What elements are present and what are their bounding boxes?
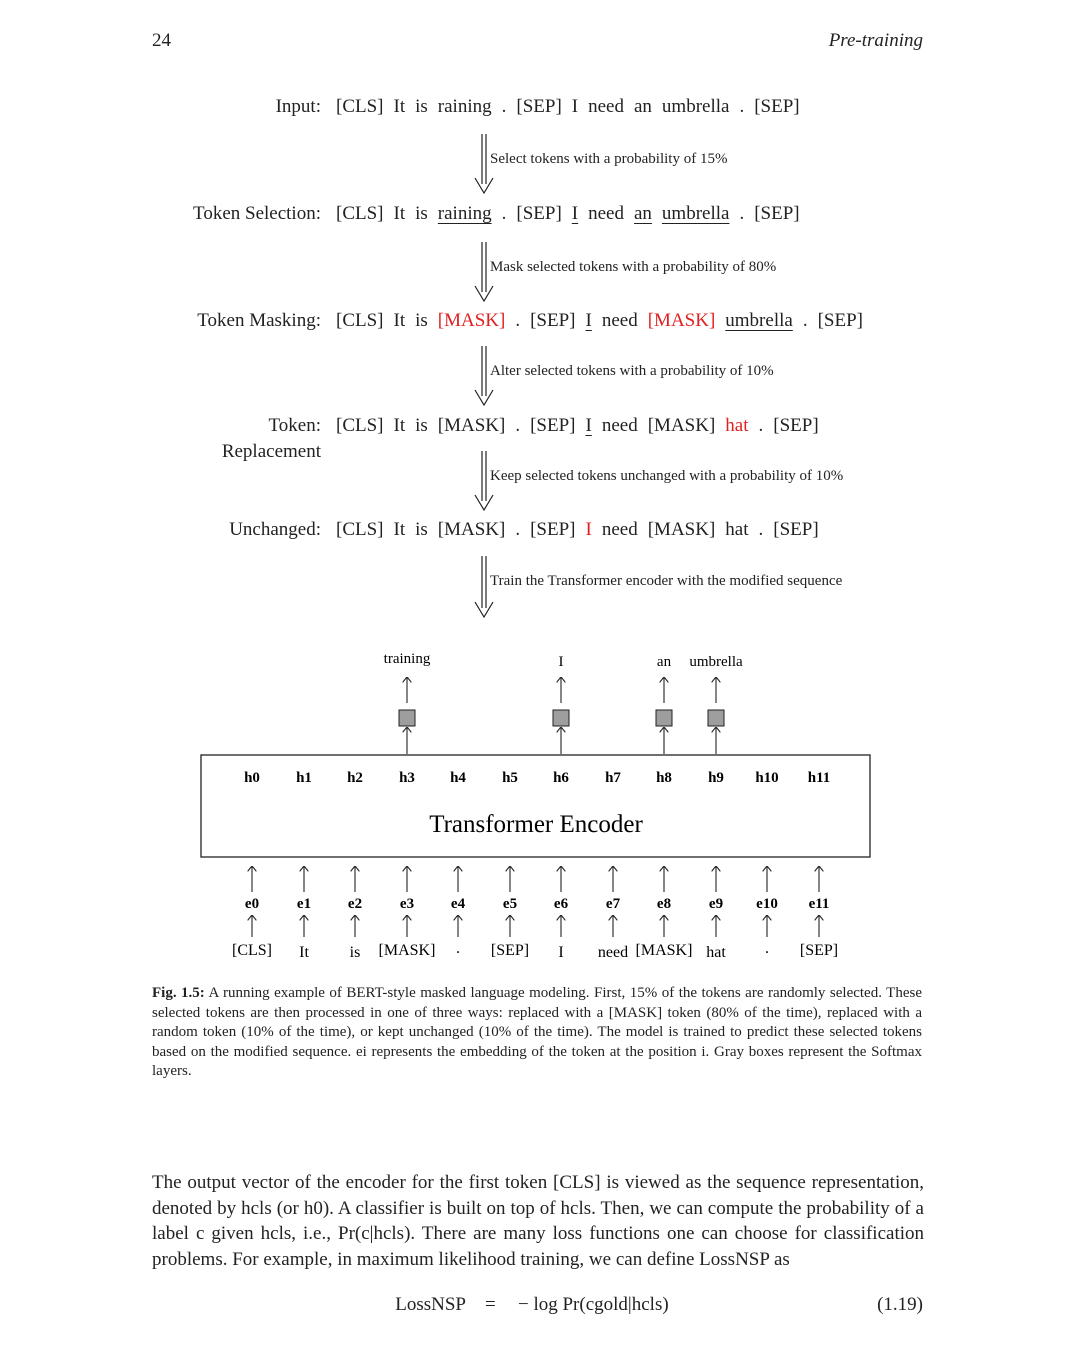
hidden-state: h1 (296, 770, 312, 786)
embedding: e4 (450, 896, 466, 912)
embedding: e7 (605, 896, 621, 912)
replaced-token: hat (725, 415, 749, 436)
row-label: Token: (268, 415, 321, 436)
embedding: e2 (347, 896, 363, 912)
selected-token: umbrella (725, 310, 793, 331)
equation-rhs: − log Pr(cgold|hcls) (518, 1294, 669, 1315)
token-sequence (336, 519, 829, 541)
token: [CLS] (336, 310, 384, 331)
token: umbrella (661, 96, 730, 117)
token: need (601, 310, 638, 331)
hidden-state: h2 (347, 770, 363, 786)
token: It (393, 415, 406, 436)
step-label: Train the Transformer encoder with the modified sequence (490, 573, 843, 589)
token: . (802, 310, 808, 331)
hidden-state: h0 (244, 770, 260, 786)
input-token: [CLS] (232, 942, 272, 959)
token: It (393, 96, 406, 117)
row-label: Token Selection: (193, 203, 321, 224)
token: [SEP] (754, 96, 800, 117)
unchanged-token: I (585, 519, 592, 540)
token: . (515, 415, 521, 436)
token: is (415, 415, 428, 436)
hidden-state: h8 (656, 770, 672, 786)
token: . (501, 203, 507, 224)
token: hat (725, 519, 749, 540)
equation-operator: = (485, 1294, 496, 1315)
input-token: [MASK] (378, 942, 436, 959)
encoder-title: Transformer Encoder (429, 811, 643, 838)
input-token: [SEP] (799, 942, 839, 959)
page-number: 24 (152, 30, 171, 51)
embedding: e11 (808, 896, 830, 912)
token: It (393, 519, 406, 540)
step-label: Alter selected tokens with a probability of 10% (490, 363, 774, 379)
token: [SEP] (516, 96, 562, 117)
row-token-replacement (0, 415, 1080, 445)
equation-lhs: LossNSP (395, 1294, 466, 1315)
hidden-state: h7 (605, 770, 621, 786)
input-token: is (349, 944, 361, 961)
token: [CLS] (336, 415, 384, 436)
input-token: . (765, 940, 769, 957)
step-label: Keep selected tokens unchanged with a probability of 10% (490, 468, 844, 484)
caption-text: A running example of BERT-style masked language modeling. First, 15% of the tokens are randomly selected. These selected tokens are then processed in one of three ways: replaced with a [MASK] token (80% of the time), replaced with a random token (10% of the time), or kept unchanged (10% of the time). The model is trained to predict these selected tokens based on the modified sequence. ei represents the embedding of the token at the position i. Gray boxes represent the Softmax layers. (152, 985, 922, 1079)
output-token-label: training (383, 651, 431, 667)
token: I (571, 96, 579, 117)
output-token-label: I (558, 654, 564, 670)
token: need (588, 96, 624, 117)
token: is (415, 96, 428, 117)
token: [SEP] (773, 415, 819, 436)
token: [MASK] (437, 519, 506, 540)
row-token-selection (0, 203, 1080, 233)
token: an (633, 96, 652, 117)
row-token-masking (0, 310, 1080, 340)
hidden-state: h11 (807, 770, 831, 786)
token: [SEP] (530, 519, 576, 540)
token: is (415, 310, 428, 331)
selected-token: an (633, 203, 652, 224)
embedding: e5 (502, 896, 518, 912)
token: [CLS] (336, 96, 384, 117)
token: . (739, 203, 745, 224)
token: [CLS] (336, 203, 384, 224)
input-token: I (558, 944, 564, 961)
token: [SEP] (516, 203, 562, 224)
token: need (601, 519, 638, 540)
embedding: e6 (553, 896, 569, 912)
figure-caption (152, 984, 922, 1082)
input-token: hat (706, 944, 726, 961)
hidden-state: h3 (399, 770, 415, 786)
hidden-state: h9 (708, 770, 724, 786)
selected-token: raining (437, 203, 492, 224)
softmax-box (553, 710, 569, 726)
hidden-state: h4 (450, 770, 466, 786)
token-sequence (336, 310, 873, 332)
token: [SEP] (530, 415, 576, 436)
row-label-continued: Replacement (221, 441, 321, 462)
input-token: [MASK] (635, 942, 693, 959)
selected-token: I (585, 310, 592, 331)
running-header: Pre-training (828, 30, 923, 51)
softmax-box (708, 710, 724, 726)
input-token: need (597, 944, 629, 961)
token: . (501, 96, 507, 117)
body-paragraph: The output vector of the encoder for the first token [CLS] is viewed as the sequence representation, denoted by hcls (or h0). A classifier is built on top of hcls. Then, we can compute the probability of a label c given hcls, i.e., Pr(c|hcls). There are many loss functions one can choose for classification problems. For example, in maximum likelihood training, we can define LossNSP as (152, 1172, 924, 1271)
token-sequence (336, 415, 829, 437)
step-label: Mask selected tokens with a probability of 80% (490, 259, 777, 275)
softmax-box (656, 710, 672, 726)
figure-label: Fig. 1.5: (152, 985, 205, 1001)
step-label: Select tokens with a probability of 15% (490, 151, 728, 167)
row-label: Input: (275, 96, 321, 117)
token: [SEP] (530, 310, 576, 331)
row-label: Token Masking: (197, 310, 321, 331)
masked-token: [MASK] (647, 310, 716, 331)
token: [CLS] (336, 519, 384, 540)
equation-number: (1.19) (877, 1294, 923, 1315)
token: [MASK] (647, 519, 716, 540)
embedding: e0 (244, 896, 260, 912)
token: raining (437, 96, 492, 117)
token-sequence (336, 203, 810, 225)
selected-token: umbrella (661, 203, 730, 224)
input-token: . (456, 940, 460, 957)
embedding: e1 (296, 896, 312, 912)
token: . (758, 415, 764, 436)
token: need (601, 415, 638, 436)
input-token: [SEP] (490, 942, 530, 959)
embedding: e9 (708, 896, 724, 912)
equation-1-19 (0, 1294, 1080, 1324)
embedding: e8 (656, 896, 672, 912)
hidden-state: h6 (553, 770, 569, 786)
output-token-label: an (656, 654, 672, 670)
token: is (415, 519, 428, 540)
token: . (515, 310, 521, 331)
row-label: Unchanged: (229, 519, 321, 540)
token: It (393, 203, 406, 224)
token: need (588, 203, 624, 224)
row-unchanged (0, 519, 1080, 549)
token: is (415, 203, 428, 224)
selected-token: I (585, 415, 592, 436)
softmax-box (399, 710, 415, 726)
token: [SEP] (754, 203, 800, 224)
token: . (739, 96, 745, 117)
selected-token: I (571, 203, 579, 224)
token: . (758, 519, 764, 540)
token-sequence (336, 96, 810, 118)
transformer-encoder-diagram (0, 640, 1080, 970)
hidden-state: h5 (502, 770, 518, 786)
input-token: It (299, 944, 309, 961)
token: [SEP] (773, 519, 819, 540)
embedding: e10 (756, 896, 778, 912)
token: [SEP] (817, 310, 863, 331)
token: [MASK] (437, 415, 506, 436)
hidden-state: h10 (755, 770, 779, 786)
output-token-label: umbrella (689, 654, 743, 670)
masked-token: [MASK] (437, 310, 506, 331)
row-input (0, 96, 1080, 126)
embedding: e3 (399, 896, 415, 912)
token: . (515, 519, 521, 540)
token: It (393, 310, 406, 331)
token: [MASK] (647, 415, 716, 436)
